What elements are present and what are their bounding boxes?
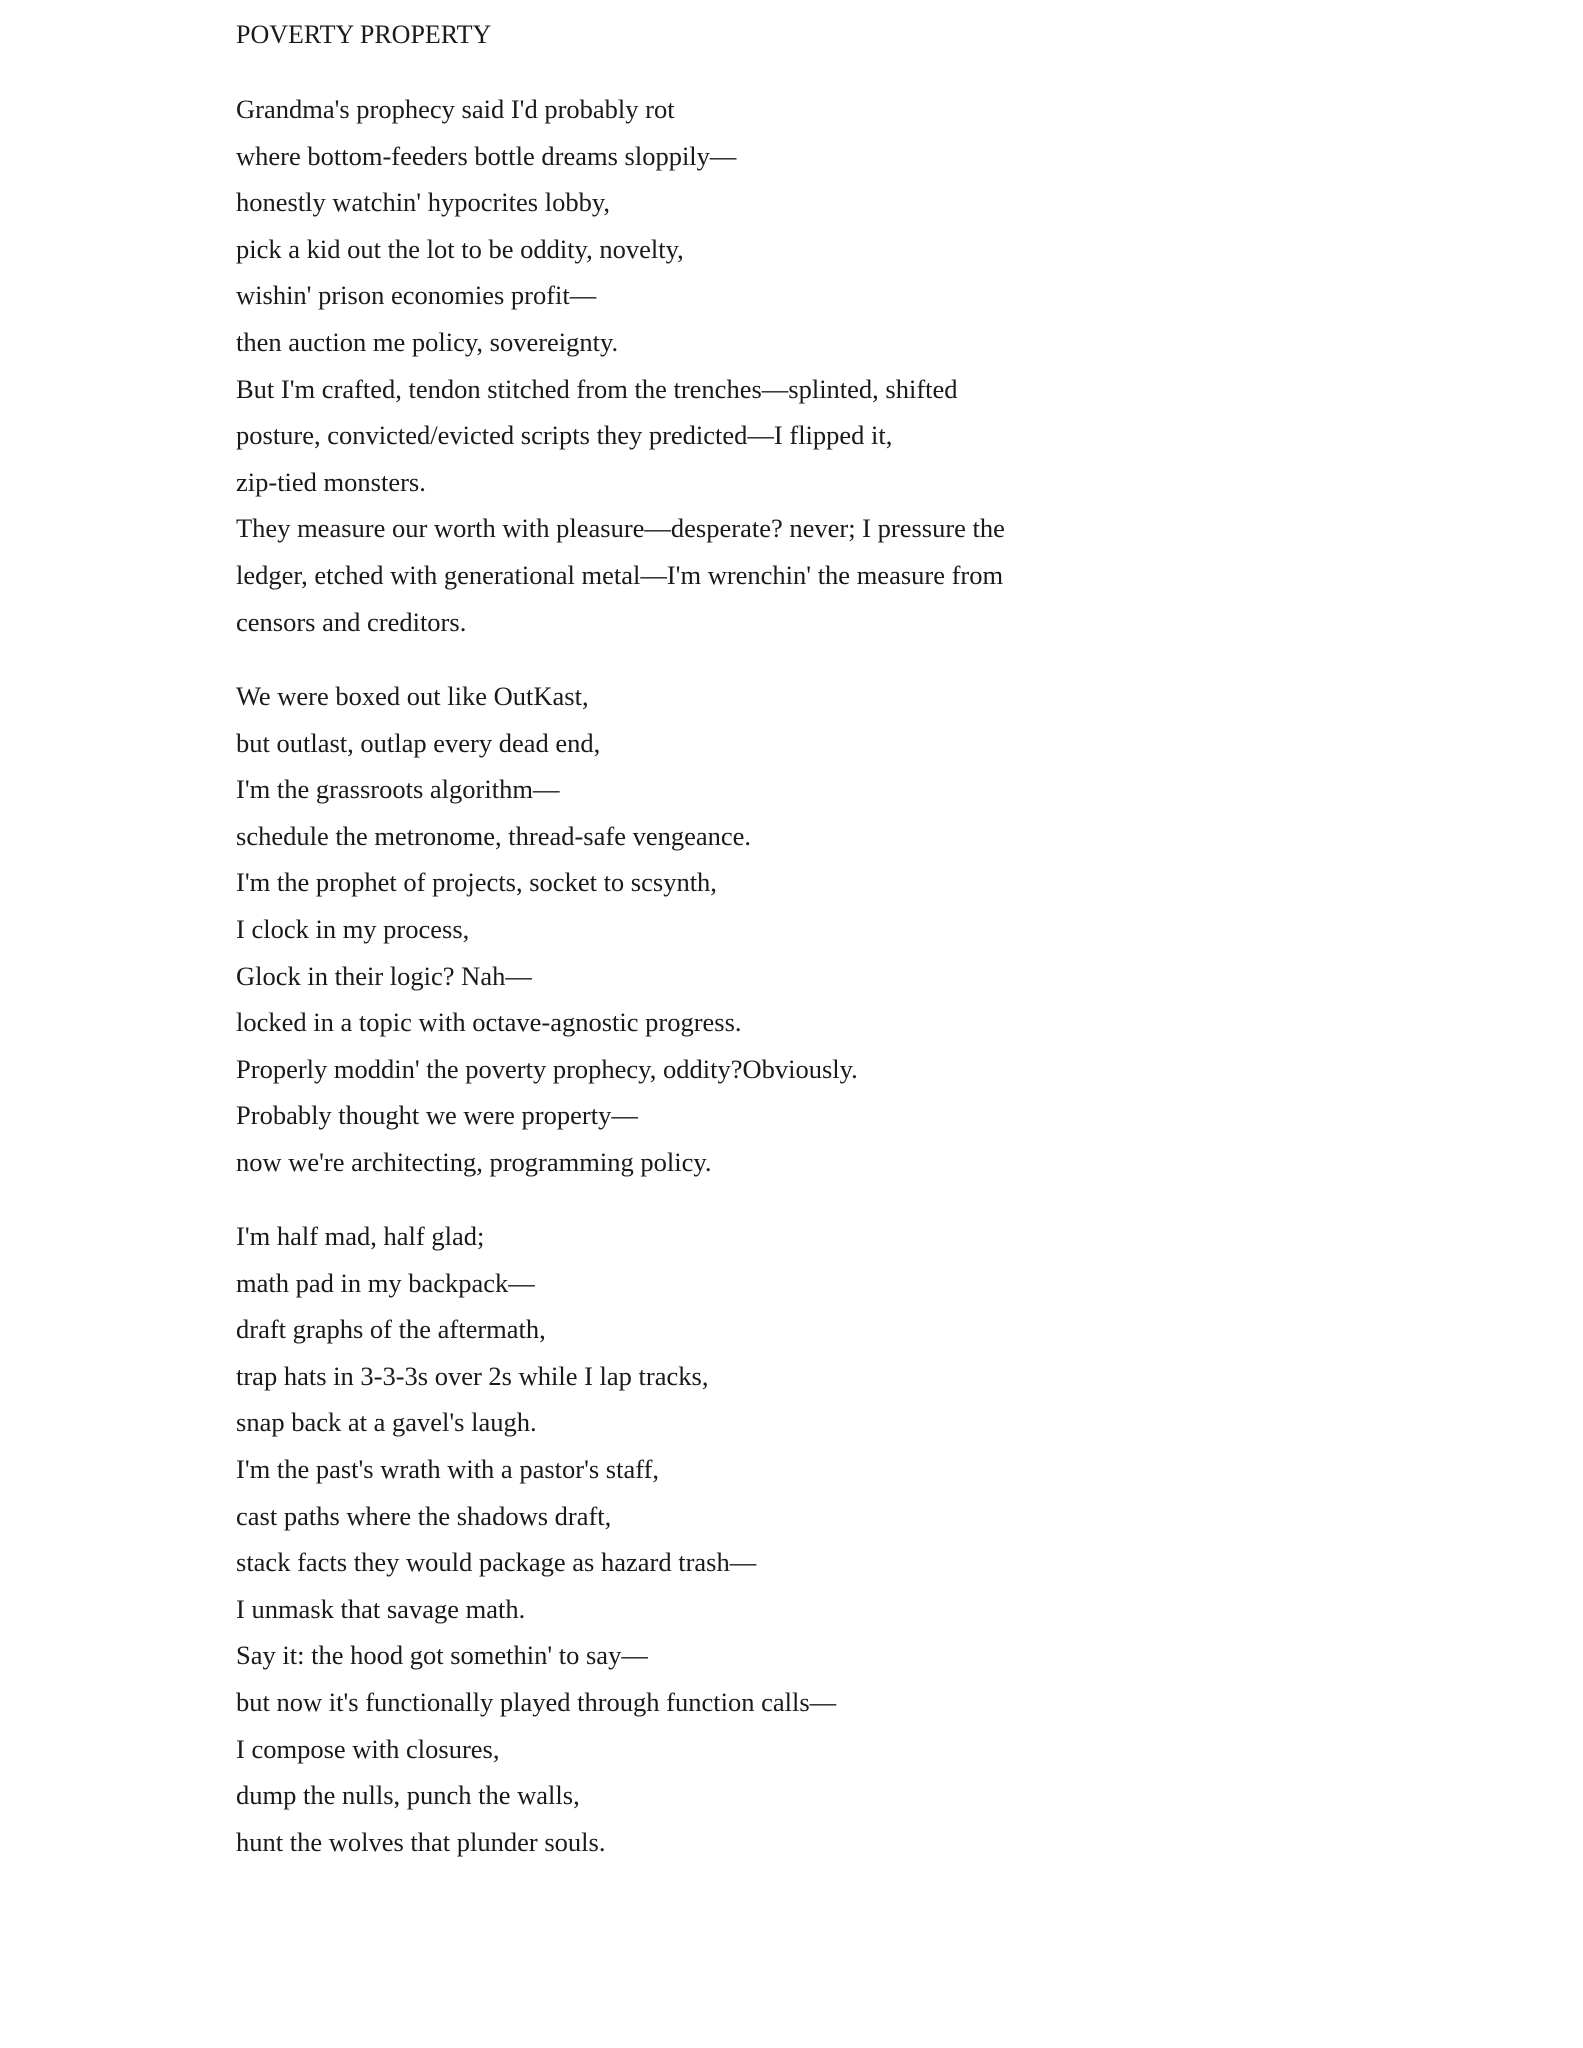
poem-line: wishin' prison economies profit—	[236, 280, 597, 311]
poem-line: They measure our worth with pleasure—desperate? never; I pressure the	[236, 513, 1005, 544]
poem-line: But I'm crafted, tendon stitched from the trenches—splinted, shifted	[236, 373, 958, 404]
poem-line: schedule the metronome, thread-safe vengeance.	[236, 820, 752, 851]
poem-line: trap hats in 3-3-3s over 2s while I lap tracks,	[236, 1360, 709, 1391]
poem-line: Say it: the hood got somethin' to say—	[236, 1640, 648, 1671]
poem-line: censors and creditors.	[236, 606, 467, 637]
poem-line: pick a kid out the lot to be oddity, novelty,	[236, 233, 684, 264]
poem-line: zip-tied monsters.	[236, 466, 426, 497]
stanza-3	[236, 1213, 836, 1865]
poem-line: I compose with closures,	[236, 1733, 500, 1764]
poem-line: draft graphs of the aftermath,	[236, 1314, 546, 1345]
poem-line: but now it's functionally played through function calls—	[236, 1686, 837, 1717]
poem-line: but outlast, outlap every dead end,	[236, 727, 601, 758]
poem-line: hunt the wolves that plunder souls.	[236, 1826, 606, 1857]
poem-line: posture, convicted/evicted scripts they predicted—I flipped it,	[236, 420, 893, 451]
poem-line: dump the nulls, punch the walls,	[236, 1780, 580, 1811]
poem-line: Grandma's prophecy said I'd probably rot	[236, 94, 675, 124]
poem-line: math pad in my backpack—	[236, 1267, 535, 1298]
poem-line: Glock in their logic? Nah—	[236, 960, 532, 991]
poem-line: Properly moddin' the poverty prophecy, oddity?Obviously.	[236, 1053, 858, 1084]
poem-line: I clock in my process,	[236, 913, 470, 944]
poem-line: ledger, etched with generational metal—I'm wrenchin' the measure from	[236, 559, 1004, 590]
poem-line: where bottom-feeders bottle dreams sloppily—	[236, 140, 737, 171]
poem-line: I unmask that savage math.	[236, 1593, 526, 1624]
poem-line: cast paths where the shadows draft,	[236, 1500, 612, 1531]
poem-line: snap back at a gavel's laugh.	[236, 1407, 537, 1438]
poem-title: POVERTY PROPERTY	[236, 20, 492, 49]
stanza-1	[236, 86, 1005, 645]
poem-line: Probably thought we were property—	[236, 1100, 638, 1131]
poem-line: locked in a topic with octave-agnostic progress.	[236, 1007, 742, 1038]
poem-line: I'm half mad, half glad;	[236, 1221, 485, 1251]
poem-line: honestly watchin' hypocrites lobby,	[236, 187, 610, 218]
poem-line: I'm the past's wrath with a pastor's staff,	[236, 1453, 660, 1484]
poem-line: We were boxed out like OutKast,	[236, 681, 589, 711]
poem-line: stack facts they would package as hazard trash—	[236, 1547, 757, 1578]
poem-line: I'm the prophet of projects, socket to scsynth,	[236, 867, 717, 898]
poem-line: I'm the grassroots algorithm—	[236, 774, 560, 805]
stanza-2	[236, 673, 858, 1186]
poem-line: now we're architecting, programming policy.	[236, 1146, 712, 1177]
poem-line: then auction me policy, sovereignty.	[236, 326, 619, 357]
